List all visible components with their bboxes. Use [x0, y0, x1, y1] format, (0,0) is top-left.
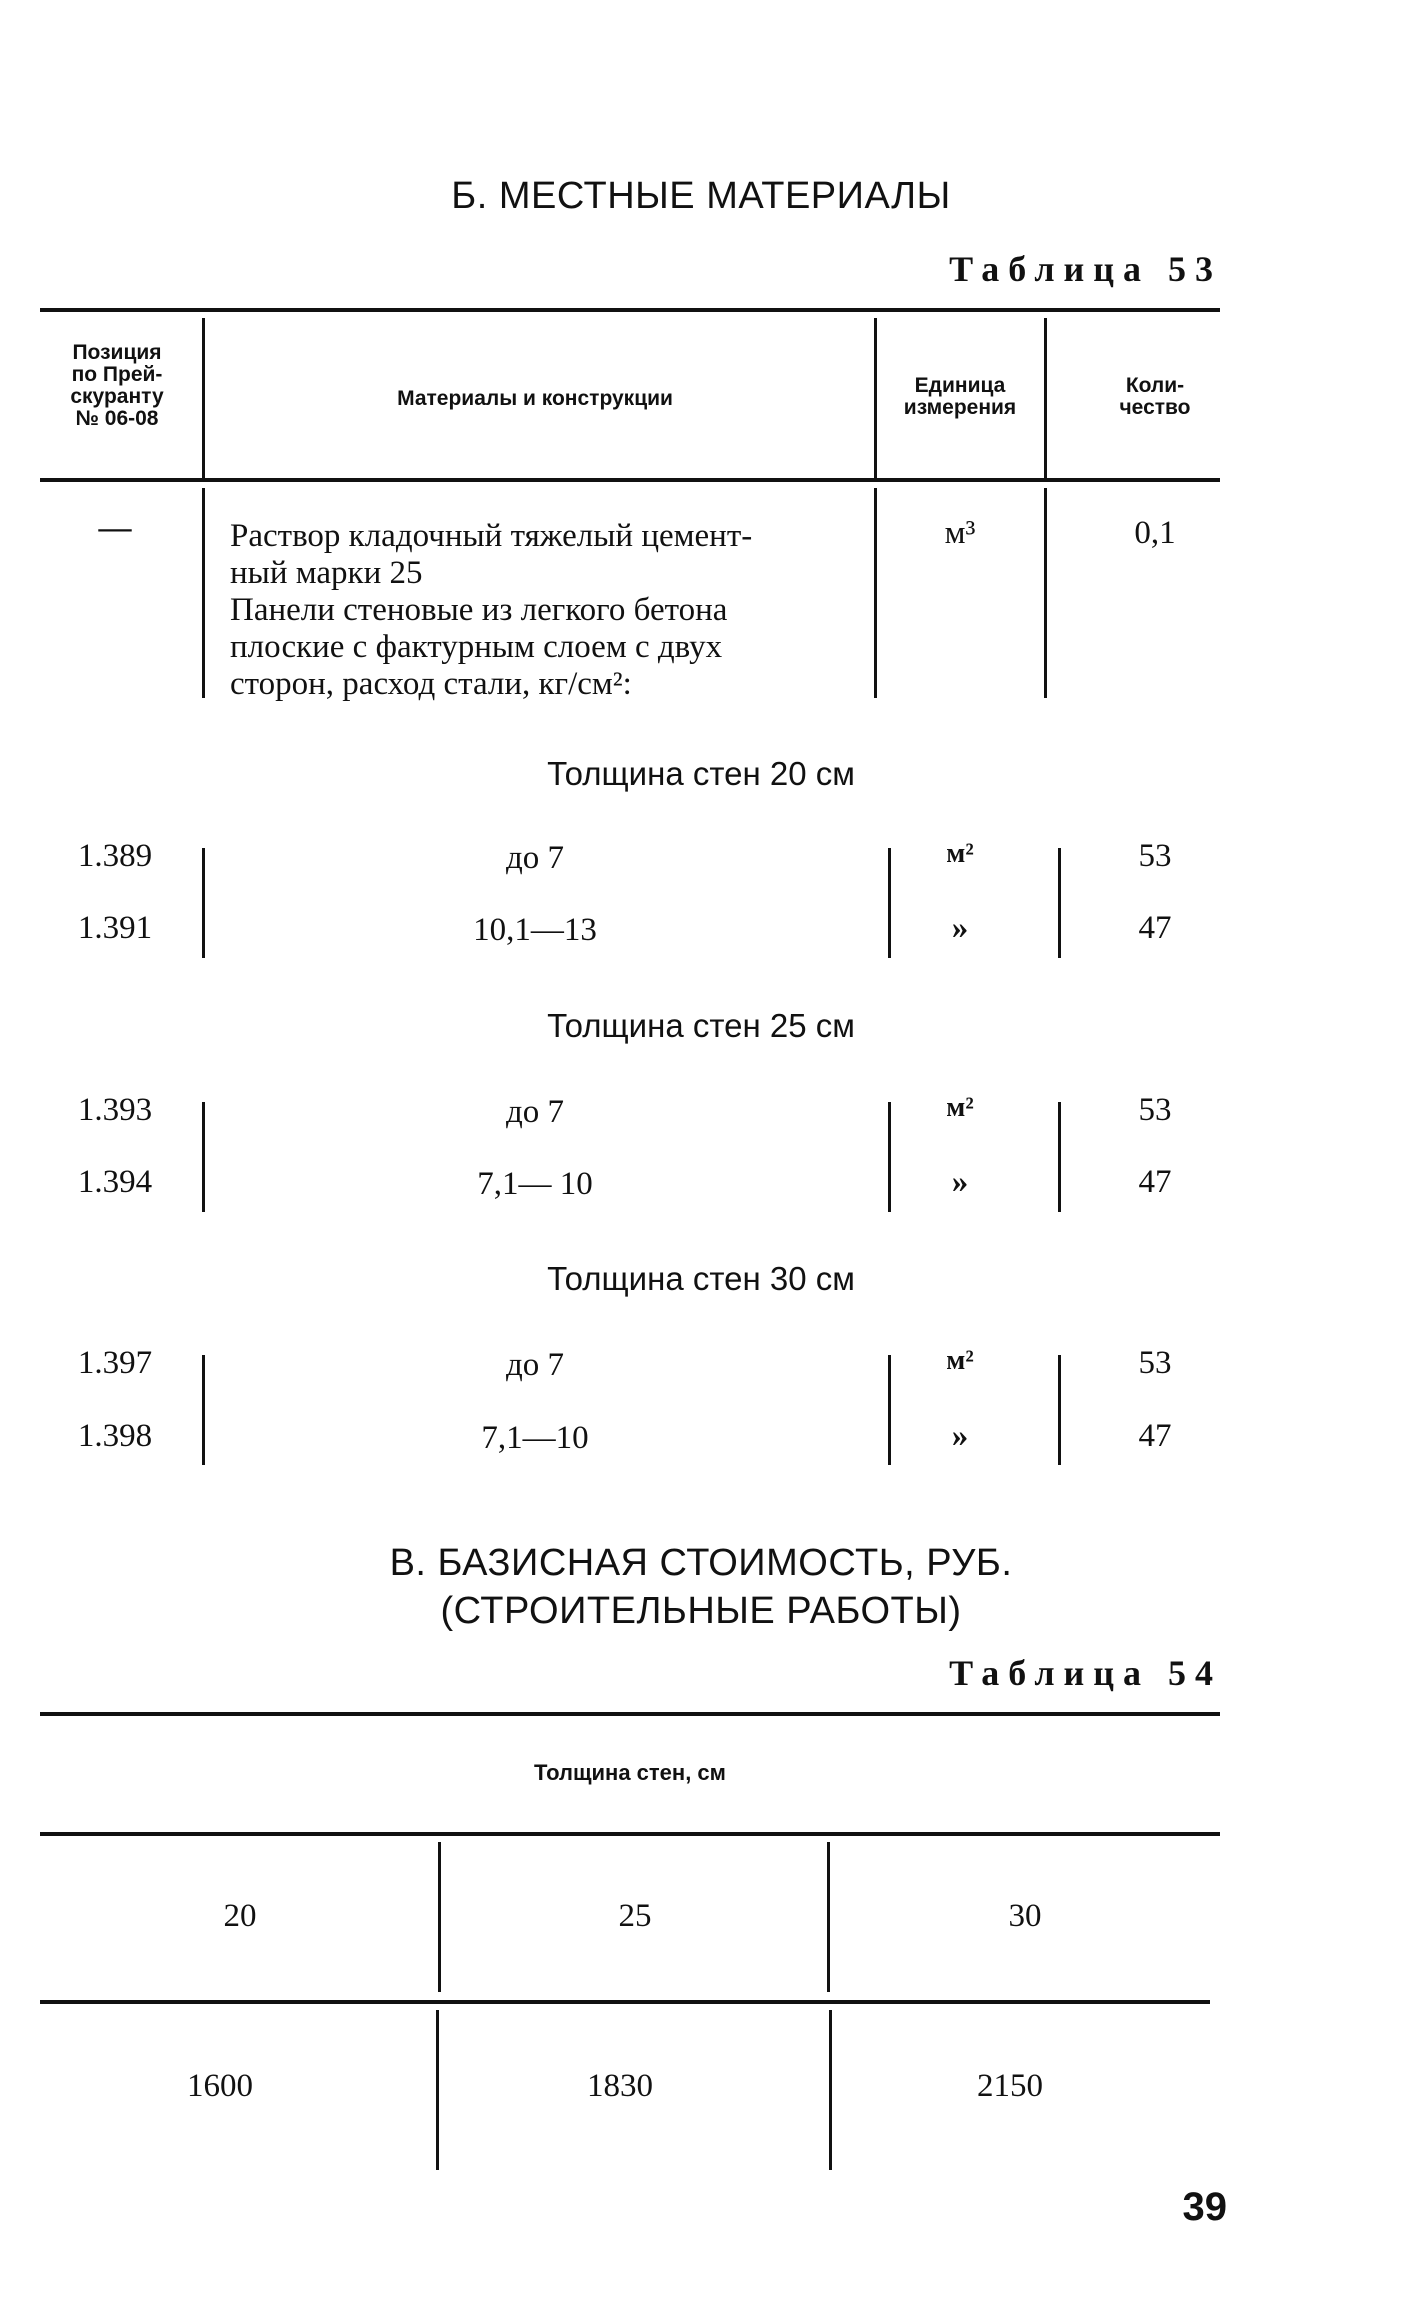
header-position-line: Позиция: [72, 341, 162, 364]
row-position: 1.393: [77, 1092, 153, 1128]
row-qty: 53: [1138, 1092, 1172, 1128]
description-line: Панели стеновые из легкого бетона: [230, 592, 728, 628]
table-54-caption: Таблица 54: [949, 1653, 1222, 1693]
header-divider: [874, 318, 877, 478]
row-qty: 47: [1138, 1418, 1172, 1454]
row-unit: »: [951, 910, 969, 946]
first-row-qty: 0,1: [1134, 515, 1176, 551]
table-53-header-rule: [40, 478, 1220, 482]
table-54-divider: [438, 1842, 441, 1992]
header-position-line: скуранту: [70, 385, 164, 408]
first-row-unit: м³: [944, 515, 976, 551]
row-divider: [888, 848, 891, 958]
section-v-title-line1: В. БАЗИСНАЯ СТОИМОСТЬ, РУБ.: [389, 1542, 1013, 1584]
table-54-divider: [829, 2010, 832, 2170]
description-line: ный марки 25: [230, 555, 423, 591]
row-qty: 53: [1138, 1345, 1172, 1381]
row-qty: 47: [1138, 910, 1172, 946]
table-54-header-rule: [40, 1832, 1220, 1836]
table-53-top-rule: [40, 308, 1220, 312]
table-54-divider: [827, 1842, 830, 1992]
header-unit: [880, 375, 1040, 419]
row-unit: »: [951, 1164, 969, 1200]
row-divider: [1044, 488, 1047, 698]
section-b-title: Б. МЕСТНЫЕ МАТЕРИАЛЫ: [451, 175, 951, 217]
row-material: до 7: [505, 1347, 565, 1383]
header-unit-line: Единица: [914, 374, 1006, 397]
header-divider: [1044, 318, 1047, 478]
header-unit-line: измерения: [903, 396, 1017, 419]
row-material: до 7: [505, 840, 565, 876]
description-line: Раствор кладочный тяжелый цемент-: [230, 518, 753, 554]
header-qty-line: Коли-: [1125, 374, 1185, 397]
row-unit: м²: [946, 838, 974, 869]
row-position: 1.397: [77, 1345, 153, 1381]
row-unit: »: [951, 1418, 969, 1454]
thickness-cell: 30: [1008, 1898, 1042, 1934]
header-position-line: № 06-08: [75, 407, 159, 430]
row-divider: [1058, 1102, 1061, 1212]
row-divider: [888, 1102, 891, 1212]
row-divider: [202, 1355, 205, 1465]
section-v-title-line2: (СТРОИТЕЛЬНЫЕ РАБОТЫ): [440, 1590, 962, 1632]
first-row-position: —: [98, 510, 132, 546]
page-number: 39: [1182, 2185, 1227, 2229]
row-material: 10,1—13: [473, 912, 597, 948]
group-heading: Толщина стен 20 см: [547, 755, 855, 792]
row-divider: [202, 1102, 205, 1212]
row-divider: [1058, 848, 1061, 958]
table-53-caption: Таблица 53: [949, 249, 1222, 289]
header-qty: [1060, 375, 1250, 419]
cost-cell: 2150: [977, 2068, 1043, 2104]
row-divider: [874, 488, 877, 698]
row-unit: м²: [946, 1092, 974, 1123]
row-divider: [1058, 1355, 1061, 1465]
header-position: [42, 342, 192, 430]
row-qty: 47: [1138, 1164, 1172, 1200]
table-54-divider: [436, 2010, 439, 2170]
row-divider: [202, 488, 205, 698]
row-divider: [888, 1355, 891, 1465]
row-position: 1.394: [77, 1164, 153, 1200]
group-heading: Толщина стен 25 см: [547, 1007, 855, 1044]
description-line: сторон, расход стали, кг/см²:: [230, 666, 632, 702]
header-materials: Материалы и конструкции: [397, 387, 673, 410]
cost-cell: 1600: [187, 2068, 253, 2104]
row-material: 7,1— 10: [477, 1166, 593, 1202]
first-row-description: [230, 518, 860, 703]
table-54-header: Толщина стен, см: [534, 1760, 726, 1785]
table-54-top-rule: [40, 1712, 1220, 1716]
row-qty: 53: [1138, 838, 1172, 874]
row-position: 1.391: [77, 910, 153, 946]
thickness-cell: 20: [223, 1898, 257, 1934]
header-qty-line: чество: [1119, 396, 1191, 419]
cost-cell: 1830: [587, 2068, 653, 2104]
header-position-line: по Прей-: [71, 363, 163, 386]
row-position: 1.398: [77, 1418, 153, 1454]
thickness-cell: 25: [618, 1898, 652, 1934]
row-position: 1.389: [77, 838, 153, 874]
row-material: до 7: [505, 1094, 565, 1130]
row-divider: [202, 848, 205, 958]
table-54-row-rule: [40, 2000, 1210, 2004]
row-unit: м²: [946, 1345, 974, 1376]
group-heading: Толщина стен 30 см: [547, 1260, 855, 1297]
description-line: плоские с фактурным слоем с двух: [230, 629, 723, 665]
header-divider: [202, 318, 205, 478]
row-material: 7,1—10: [481, 1420, 589, 1456]
